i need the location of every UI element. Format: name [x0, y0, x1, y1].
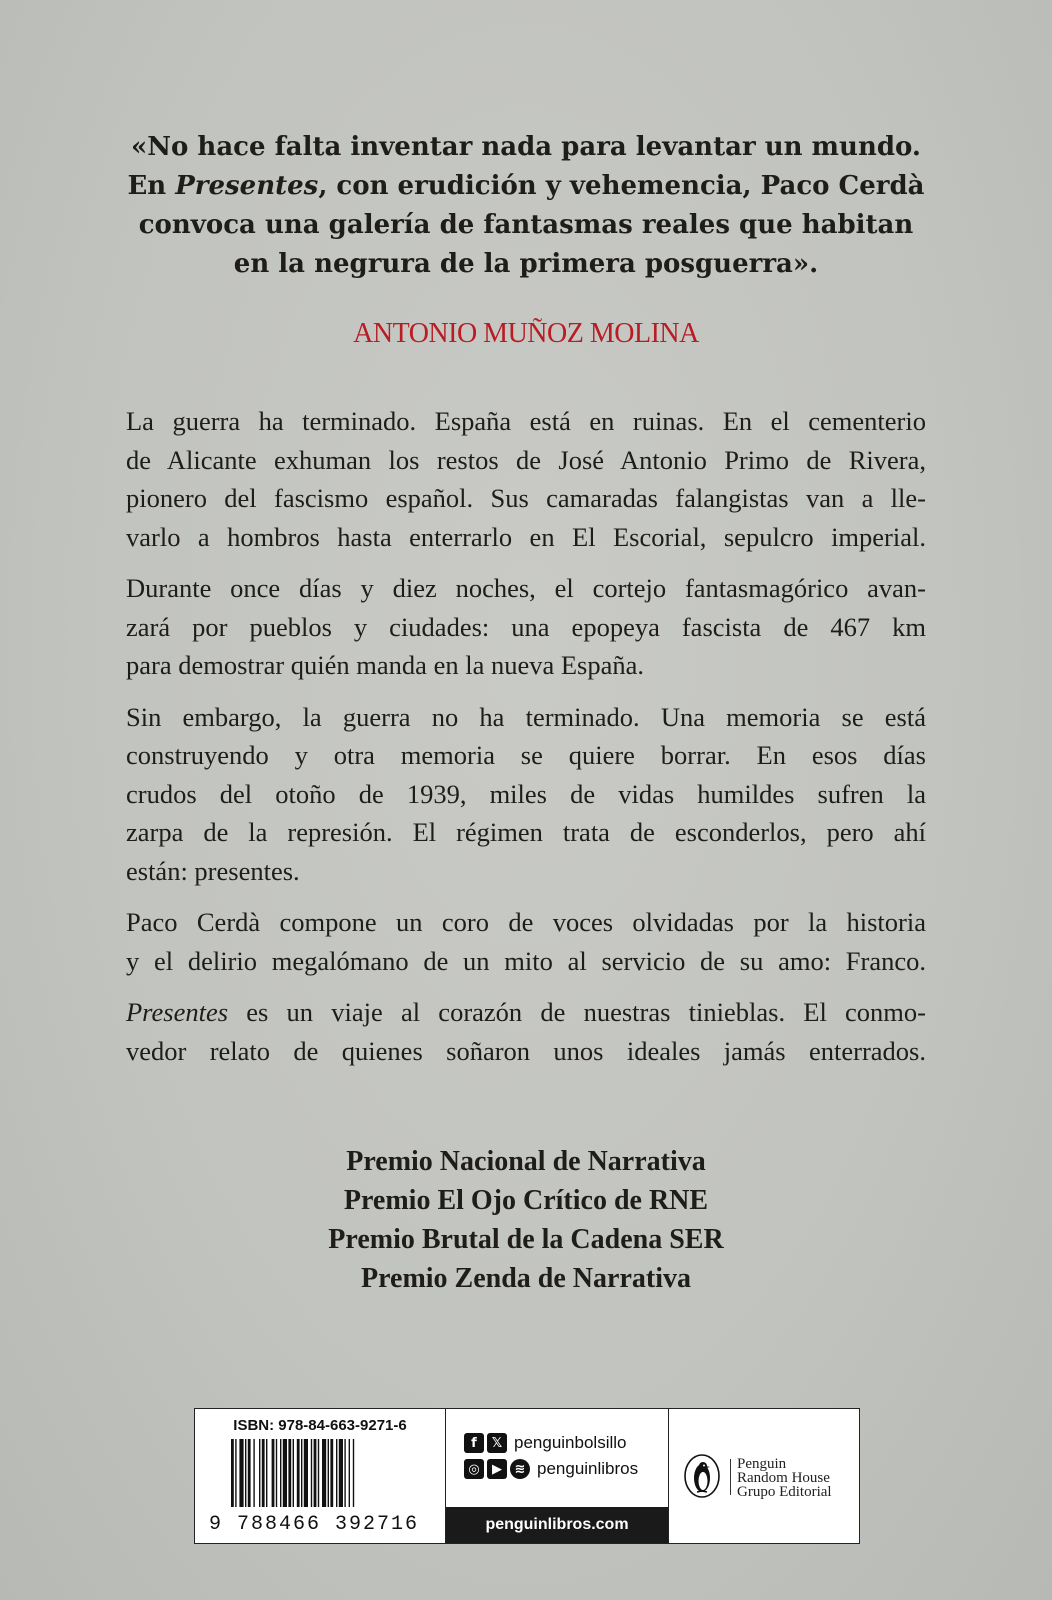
barcode-bar: [330, 1439, 333, 1507]
publisher-line: Random House: [737, 1470, 830, 1486]
text-line: vedor relato de quienes soñaron unos ideales jamás enterrados.: [126, 1035, 926, 1066]
text-line: construyendo y otra memoria se quiere borrar. En esos días: [126, 740, 926, 770]
barcode-bar: [301, 1439, 302, 1507]
barcode-icon: [231, 1439, 411, 1507]
social-handle[interactable]: penguinlibros: [537, 1459, 639, 1478]
awards-list: [0, 1142, 1052, 1298]
barcode-bar: [262, 1439, 265, 1507]
text-line: Sin embargo, la guerra no ha terminado. Una memoria se está: [126, 701, 926, 732]
barcode-bar: [304, 1439, 308, 1507]
barcode-bar: [239, 1439, 243, 1507]
synopsis-paragraph-5: [126, 993, 926, 1070]
quote-line: convoca una galería de fantasmas reales que habitan: [138, 210, 914, 240]
publisher-line: Penguin: [737, 1456, 787, 1472]
publisher-panel: [669, 1409, 859, 1543]
barcode-bar: [283, 1439, 287, 1507]
quote-author: ANTONIO MUÑOZ MOLINA: [353, 318, 699, 349]
blurb-quote: [120, 128, 932, 284]
barcode-bar: [349, 1439, 350, 1507]
barcode-bar: [288, 1439, 291, 1507]
barcode-bar: [297, 1439, 300, 1507]
text-line: Paco Cerdà compone un coro de voces olvidadas por la historia: [126, 907, 926, 937]
text-line: zarpa de la represión. El régimen trata de esconderlos, pero ahí: [126, 817, 926, 847]
book-title-em: Presentes: [126, 997, 229, 1027]
text-line: zará por pueblos y ciudades: una epopeya fascista de 467 km: [126, 611, 926, 642]
synopsis-paragraph-1: [126, 402, 926, 556]
barcode-bar: [280, 1439, 281, 1507]
text-line: pionero del fascismo español. Sus camaradas falangistas van a lle-: [126, 483, 926, 513]
publisher-line: Grupo Editorial: [737, 1484, 832, 1500]
quote-line: En Presentes, con erudición y vehemencia, Paco Cerdà: [127, 171, 925, 201]
text-line: para demostrar quién manda en la nueva España.: [126, 650, 645, 680]
x-icon[interactable]: 𝕏: [487, 1433, 507, 1453]
facebook-icon[interactable]: f: [464, 1433, 484, 1453]
book-title-em: Presentes: [175, 171, 319, 201]
barcode-bar: [344, 1439, 345, 1507]
text-line: Durante once días y diez noches, el cortejo fantasmagórico avan-: [126, 573, 926, 603]
barcode-bar: [328, 1439, 329, 1507]
barcode-bar: [245, 1439, 246, 1507]
instagram-icon[interactable]: ◎: [464, 1459, 484, 1479]
text-line: Presentes es un viaje al corazón de nuestras tinieblas. El conmo-: [126, 997, 926, 1027]
website-link[interactable]: penguinlibros.com: [446, 1507, 668, 1543]
award-item: Premio Nacional de Narrativa: [346, 1146, 706, 1177]
synopsis-paragraph-2: [126, 569, 926, 685]
text-line: están: presentes.: [126, 855, 300, 886]
barcode-bar: [336, 1439, 337, 1507]
award-item: Premio Brutal de la Cadena SER: [328, 1224, 724, 1255]
barcode-bar: [353, 1439, 354, 1507]
penguin-logo-icon: [683, 1453, 721, 1499]
spotify-icon[interactable]: ≋: [510, 1459, 530, 1479]
barcode-bar: [339, 1439, 343, 1507]
barcode-bar: [266, 1439, 267, 1507]
text-line: varlo a hombros hasta enterrarlo en El Escorial, sepulcro imperial.: [126, 521, 926, 552]
synopsis: [126, 402, 926, 1083]
barcode-bar: [314, 1439, 317, 1507]
quote-line: «No hace falta inventar nada para levantar un mundo.: [131, 132, 921, 162]
barcode-bar: [293, 1439, 294, 1507]
synopsis-paragraph-4: [126, 903, 926, 980]
barcode-bar: [322, 1439, 326, 1507]
isbn-label: ISBN: 978-84-663-9271-6: [233, 1417, 407, 1434]
barcode-panel: [195, 1409, 446, 1543]
publisher-name: [737, 1457, 832, 1499]
social-row-bolsillo: [464, 1433, 626, 1453]
youtube-icon[interactable]: ▶: [487, 1459, 507, 1479]
award-item: Premio Zenda de Narrativa: [361, 1263, 691, 1294]
social-row-libros: [464, 1459, 638, 1479]
barcode-bar: [259, 1439, 260, 1507]
barcode-bar: [311, 1439, 312, 1507]
barcode-bar: [248, 1439, 251, 1507]
text-line: de Alicante exhuman los restos de José Antonio Primo de Rivera,: [126, 444, 926, 475]
barcode-bar: [231, 1439, 234, 1507]
synopsis-paragraph-3: [126, 698, 926, 891]
text-line: crudos del otoño de 1939, miles de vidas humildes sufren la: [126, 778, 926, 809]
barcode-bar: [318, 1439, 319, 1507]
barcode-bar: [253, 1439, 254, 1507]
back-cover-footer: [194, 1408, 860, 1544]
award-item: Premio El Ojo Crítico de RNE: [343, 1185, 709, 1216]
barcode-bar: [276, 1439, 277, 1507]
social-handle[interactable]: penguinbolsillo: [514, 1433, 627, 1452]
quote-line: en la negrura de la primera posguerra».: [233, 249, 819, 279]
publisher-divider: [730, 1459, 731, 1495]
barcode-bar: [272, 1439, 275, 1507]
barcode-number: 9 788466 392716: [209, 1513, 420, 1536]
text-line: La guerra ha terminado. España está en ruinas. En el cementerio: [126, 406, 926, 436]
text-line: y el delirio megalómano de un mito al servicio de su amo: Franco.: [126, 945, 926, 976]
barcode-bar: [235, 1439, 236, 1507]
social-panel: [446, 1409, 669, 1543]
